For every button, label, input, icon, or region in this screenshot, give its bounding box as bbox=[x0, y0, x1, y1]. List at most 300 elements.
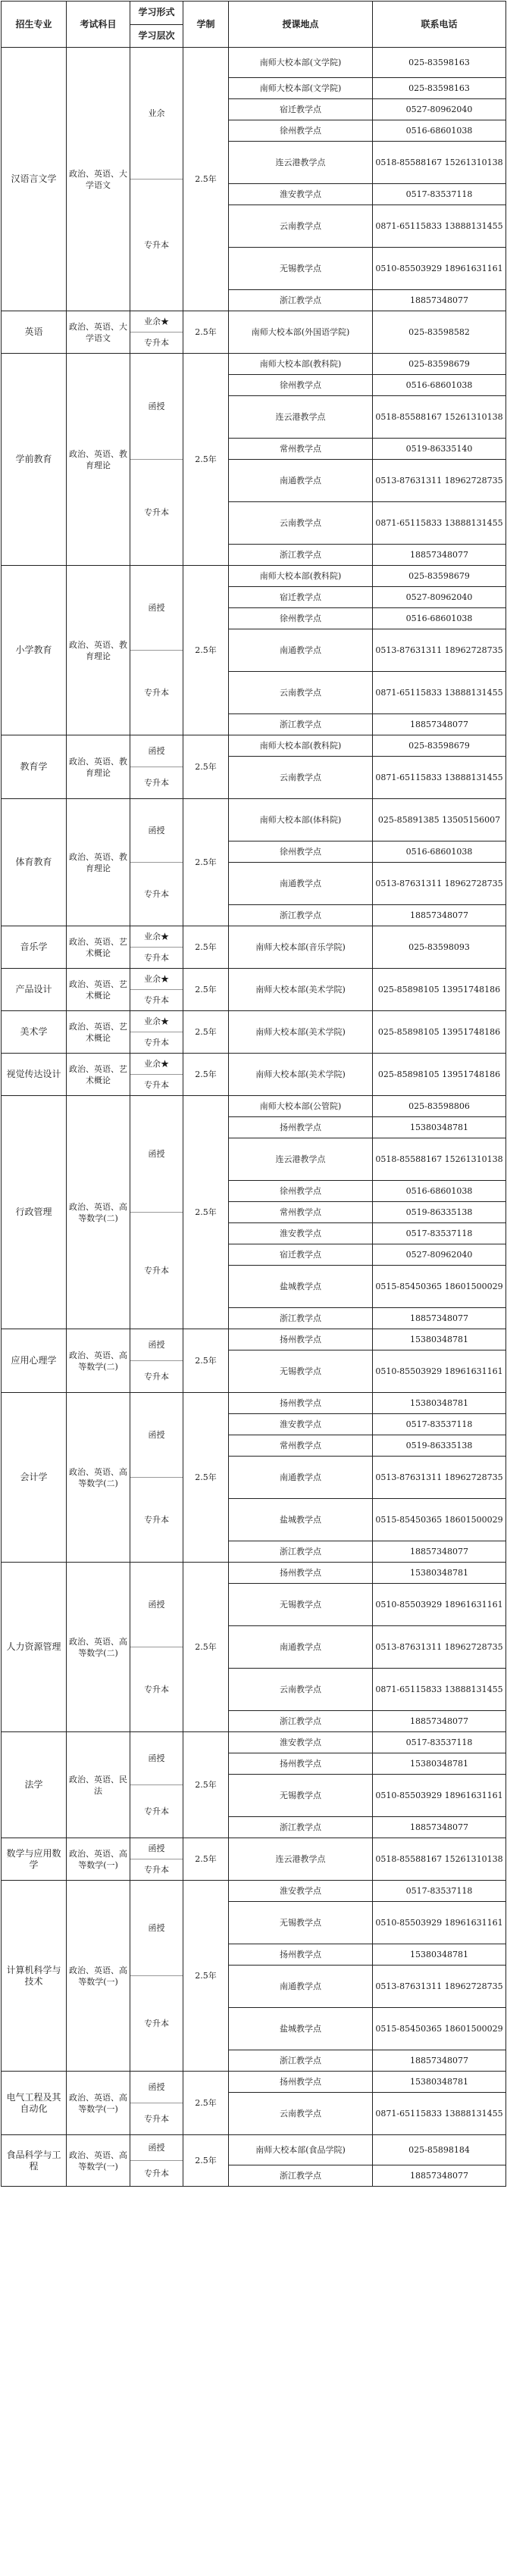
site-cell: 宿迁教学点 bbox=[229, 587, 373, 608]
phone-cell: 0871-65115833 13888131455 bbox=[373, 1669, 506, 1711]
site-cell: 云南教学点 bbox=[229, 205, 373, 248]
phone-cell: 15380348781 bbox=[373, 1563, 506, 1584]
site-cell: 南师大校本部(教科院) bbox=[229, 354, 373, 375]
mode-level-cell bbox=[130, 1838, 183, 1881]
major-cell: 法学 bbox=[2, 1732, 67, 1838]
site-cell: 浙江教学点 bbox=[229, 1541, 373, 1563]
phone-cell: 025-83598163 bbox=[373, 48, 506, 78]
phone-cell: 18857348077 bbox=[373, 1817, 506, 1838]
major-cell: 音乐学 bbox=[2, 926, 67, 969]
study-mode: 业余★ bbox=[130, 926, 183, 948]
study-mode: 函授 bbox=[130, 1329, 183, 1361]
study-level: 专升本 bbox=[144, 778, 169, 788]
subjects-cell: 政治、英语、教育理论 bbox=[67, 799, 130, 926]
site-cell: 无锡教学点 bbox=[229, 1775, 373, 1817]
major-cell: 行政管理 bbox=[2, 1096, 67, 1329]
phone-cell: 18857348077 bbox=[373, 1541, 506, 1563]
major-cell: 学前教育 bbox=[2, 354, 67, 566]
phone-cell: 0513-87631311 18962728735 bbox=[373, 629, 506, 672]
study-mode: 函授 bbox=[130, 566, 183, 651]
mode-level-stack bbox=[130, 926, 183, 968]
study-level: 专升本 bbox=[144, 1266, 169, 1276]
site-cell: 南通教学点 bbox=[229, 1457, 373, 1499]
phone-cell: 0518-85588167 15261310138 bbox=[373, 396, 506, 439]
phone-cell: 18857348077 bbox=[373, 545, 506, 566]
phone-cell: 0527-80962040 bbox=[373, 1244, 506, 1266]
table-row bbox=[2, 926, 506, 969]
header-mode: 学习形式 bbox=[130, 2, 183, 25]
site-cell: 南师大校本部(音乐学院) bbox=[229, 926, 373, 969]
study-level: 专升本 bbox=[144, 889, 169, 899]
site-cell: 南师大校本部(公管院) bbox=[229, 1096, 373, 1117]
site-cell: 浙江教学点 bbox=[229, 2165, 373, 2187]
major-cell: 应用心理学 bbox=[2, 1329, 67, 1393]
mode-level-cell bbox=[130, 926, 183, 969]
site-cell: 徐州教学点 bbox=[229, 375, 373, 396]
site-cell: 浙江教学点 bbox=[229, 714, 373, 735]
phone-cell: 0519-86335140 bbox=[373, 439, 506, 460]
study-mode: 函授 bbox=[130, 735, 183, 767]
table-row bbox=[2, 799, 506, 841]
study-level: 专升本 bbox=[144, 2169, 169, 2178]
phone-cell: 18857348077 bbox=[373, 905, 506, 926]
subjects-cell: 政治、英语、艺术概论 bbox=[67, 969, 130, 1011]
site-cell: 无锡教学点 bbox=[229, 1902, 373, 1944]
mode-level-cell bbox=[130, 2072, 183, 2135]
subjects-cell: 政治、英语、艺术概论 bbox=[67, 1054, 130, 1096]
subjects-cell: 政治、英语、艺术概论 bbox=[67, 1011, 130, 1054]
site-cell: 南师大校本部(美术学院) bbox=[229, 969, 373, 1011]
major-cell: 汉语言文学 bbox=[2, 48, 67, 311]
subjects-cell: 政治、英语、高等数学(一) bbox=[67, 2072, 130, 2135]
phone-cell: 025-83598163 bbox=[373, 78, 506, 99]
table-row bbox=[2, 1838, 506, 1881]
table-body bbox=[2, 48, 506, 2187]
years-cell: 2.5年 bbox=[183, 1054, 229, 1096]
site-cell: 淮安教学点 bbox=[229, 1223, 373, 1244]
study-mode: 函授 bbox=[130, 1838, 183, 1859]
years-cell: 2.5年 bbox=[183, 1881, 229, 2072]
study-mode: 函授 bbox=[130, 1563, 183, 1647]
phone-cell: 0517-83537118 bbox=[373, 1732, 506, 1753]
study-level: 专升本 bbox=[144, 240, 169, 250]
study-level: 专升本 bbox=[144, 1515, 169, 1525]
subjects-cell: 政治、英语、民法 bbox=[67, 1732, 130, 1838]
phone-cell: 025-85898105 13951748186 bbox=[373, 1054, 506, 1096]
years-cell: 2.5年 bbox=[183, 1393, 229, 1563]
table-row bbox=[2, 354, 506, 375]
years-cell: 2.5年 bbox=[183, 354, 229, 566]
major-cell: 英语 bbox=[2, 311, 67, 354]
subjects-cell: 政治、英语、高等数学(一) bbox=[67, 1838, 130, 1881]
table-row bbox=[2, 48, 506, 78]
mode-level-stack bbox=[130, 1881, 183, 2071]
major-cell: 体育教育 bbox=[2, 799, 67, 926]
mode-level-stack bbox=[130, 1054, 183, 1095]
study-level: 专升本 bbox=[144, 688, 169, 698]
major-cell: 会计学 bbox=[2, 1393, 67, 1563]
site-cell: 盐城教学点 bbox=[229, 2008, 373, 2050]
phone-cell: 025-83598093 bbox=[373, 926, 506, 969]
study-level: 专升本 bbox=[144, 995, 169, 1005]
mode-level-cell bbox=[130, 969, 183, 1011]
phone-cell: 0517-83537118 bbox=[373, 1223, 506, 1244]
table-row bbox=[2, 1054, 506, 1096]
phone-cell: 025-83598582 bbox=[373, 311, 506, 354]
phone-cell: 18857348077 bbox=[373, 1308, 506, 1329]
header-phone: 联系电话 bbox=[373, 2, 506, 48]
phone-cell: 0871-65115833 13888131455 bbox=[373, 2093, 506, 2135]
mode-level-cell bbox=[130, 1732, 183, 1838]
phone-cell: 0510-85503929 18961631161 bbox=[373, 248, 506, 290]
phone-cell: 025-83598679 bbox=[373, 354, 506, 375]
subjects-cell: 政治、英语、教育理论 bbox=[67, 735, 130, 799]
mode-level-cell bbox=[130, 1096, 183, 1329]
mode-level-stack bbox=[130, 354, 183, 565]
site-cell: 宿迁教学点 bbox=[229, 99, 373, 120]
header-mode-level bbox=[130, 2, 183, 48]
site-cell: 南通教学点 bbox=[229, 1626, 373, 1669]
table-row bbox=[2, 1329, 506, 1350]
study-level: 专升本 bbox=[144, 1806, 169, 1816]
phone-cell: 0527-80962040 bbox=[373, 587, 506, 608]
phone-cell: 0510-85503929 18961631161 bbox=[373, 1775, 506, 1817]
study-level: 专升本 bbox=[144, 338, 169, 348]
subjects-cell: 政治、英语、大学语文 bbox=[67, 48, 130, 311]
subjects-cell: 政治、英语、艺术概论 bbox=[67, 926, 130, 969]
mode-level-cell bbox=[130, 1563, 183, 1732]
site-cell: 徐州教学点 bbox=[229, 1181, 373, 1202]
site-cell: 扬州教学点 bbox=[229, 1117, 373, 1138]
site-cell: 无锡教学点 bbox=[229, 248, 373, 290]
phone-cell: 025-83598679 bbox=[373, 566, 506, 587]
site-cell: 浙江教学点 bbox=[229, 1817, 373, 1838]
site-cell: 盐城教学点 bbox=[229, 1266, 373, 1308]
header-years: 学制 bbox=[183, 2, 229, 48]
mode-level-cell bbox=[130, 799, 183, 926]
years-cell: 2.5年 bbox=[183, 735, 229, 799]
study-mode: 函授 bbox=[130, 799, 183, 863]
phone-cell: 15380348781 bbox=[373, 1944, 506, 1966]
mode-level-stack bbox=[130, 2072, 183, 2134]
table-row bbox=[2, 1011, 506, 1054]
major-cell: 教育学 bbox=[2, 735, 67, 799]
phone-cell: 0519-86335138 bbox=[373, 1202, 506, 1223]
site-cell: 南师大校本部(外国语学院) bbox=[229, 311, 373, 354]
enrollment-table bbox=[1, 1, 506, 2187]
years-cell: 2.5年 bbox=[183, 311, 229, 354]
phone-cell: 0527-80962040 bbox=[373, 99, 506, 120]
site-cell: 南通教学点 bbox=[229, 460, 373, 502]
phone-cell: 18857348077 bbox=[373, 290, 506, 311]
site-cell: 淮安教学点 bbox=[229, 184, 373, 205]
site-cell: 扬州教学点 bbox=[229, 2072, 373, 2093]
mode-level-cell bbox=[130, 48, 183, 311]
mode-level-cell bbox=[130, 735, 183, 799]
header-site: 授课地点 bbox=[229, 2, 373, 48]
years-cell: 2.5年 bbox=[183, 1838, 229, 1881]
site-cell: 南师大校本部(食品学院) bbox=[229, 2135, 373, 2165]
major-cell: 人力资源管理 bbox=[2, 1563, 67, 1732]
study-mode: 业余★ bbox=[130, 311, 183, 333]
site-cell: 淮安教学点 bbox=[229, 1881, 373, 1902]
phone-cell: 025-83598806 bbox=[373, 1096, 506, 1117]
years-cell: 2.5年 bbox=[183, 1329, 229, 1393]
site-cell: 扬州教学点 bbox=[229, 1393, 373, 1414]
phone-cell: 025-85898184 bbox=[373, 2135, 506, 2165]
years-cell: 2.5年 bbox=[183, 799, 229, 926]
major-cell: 食品科学与工程 bbox=[2, 2135, 67, 2187]
major-cell: 小学教育 bbox=[2, 566, 67, 735]
table-row bbox=[2, 311, 506, 354]
site-cell: 无锡教学点 bbox=[229, 1350, 373, 1393]
subjects-cell: 政治、英语、高等数学(二) bbox=[67, 1329, 130, 1393]
subjects-cell: 政治、英语、高等数学(二) bbox=[67, 1096, 130, 1329]
mode-level-stack bbox=[130, 311, 183, 353]
site-cell: 扬州教学点 bbox=[229, 1753, 373, 1775]
phone-cell: 15380348781 bbox=[373, 1329, 506, 1350]
subjects-cell: 政治、英语、大学语文 bbox=[67, 311, 130, 354]
major-cell: 美术学 bbox=[2, 1011, 67, 1054]
mode-level-cell bbox=[130, 2135, 183, 2187]
phone-cell: 15380348781 bbox=[373, 1117, 506, 1138]
site-cell: 浙江教学点 bbox=[229, 2050, 373, 2072]
mode-level-cell bbox=[130, 1011, 183, 1054]
site-cell: 扬州教学点 bbox=[229, 1944, 373, 1966]
phone-cell: 0516-68601038 bbox=[373, 120, 506, 142]
header-subjects: 考试科目 bbox=[67, 2, 130, 48]
site-cell: 淮安教学点 bbox=[229, 1732, 373, 1753]
mode-level-cell bbox=[130, 1881, 183, 2072]
subjects-cell: 政治、英语、高等数学(一) bbox=[67, 1881, 130, 2072]
years-cell: 2.5年 bbox=[183, 566, 229, 735]
header-level: 学习层次 bbox=[138, 30, 175, 41]
header-major: 招生专业 bbox=[2, 2, 67, 48]
phone-cell: 0871-65115833 13888131455 bbox=[373, 757, 506, 799]
site-cell: 连云港教学点 bbox=[229, 396, 373, 439]
phone-cell: 0513-87631311 18962728735 bbox=[373, 1626, 506, 1669]
phone-cell: 025-85898105 13951748186 bbox=[373, 969, 506, 1011]
site-cell: 云南教学点 bbox=[229, 672, 373, 714]
study-level: 专升本 bbox=[144, 1865, 169, 1875]
site-cell: 南师大校本部(美术学院) bbox=[229, 1054, 373, 1096]
study-mode: 函授 bbox=[130, 1096, 183, 1213]
years-cell: 2.5年 bbox=[183, 1563, 229, 1732]
study-level: 专升本 bbox=[144, 953, 169, 963]
phone-cell: 0517-83537118 bbox=[373, 184, 506, 205]
phone-cell: 18857348077 bbox=[373, 714, 506, 735]
site-cell: 扬州教学点 bbox=[229, 1329, 373, 1350]
site-cell: 淮安教学点 bbox=[229, 1414, 373, 1435]
site-cell: 扬州教学点 bbox=[229, 1563, 373, 1584]
site-cell: 无锡教学点 bbox=[229, 1584, 373, 1626]
site-cell: 云南教学点 bbox=[229, 502, 373, 545]
mode-level-cell bbox=[130, 311, 183, 354]
years-cell: 2.5年 bbox=[183, 48, 229, 311]
table-row bbox=[2, 1096, 506, 1117]
mode-level-cell bbox=[130, 566, 183, 735]
table-row bbox=[2, 1732, 506, 1753]
subjects-cell: 政治、英语、教育理论 bbox=[67, 354, 130, 566]
phone-cell: 0517-83537118 bbox=[373, 1414, 506, 1435]
phone-cell: 0516-68601038 bbox=[373, 375, 506, 396]
site-cell: 连云港教学点 bbox=[229, 1838, 373, 1881]
subjects-cell: 政治、英语、高等数学(一) bbox=[67, 2135, 130, 2187]
mode-level-cell bbox=[130, 1054, 183, 1096]
phone-cell: 025-85898105 13951748186 bbox=[373, 1011, 506, 1054]
phone-cell: 0513-87631311 18962728735 bbox=[373, 460, 506, 502]
phone-cell: 18857348077 bbox=[373, 1711, 506, 1732]
phone-cell: 0517-83537118 bbox=[373, 1881, 506, 1902]
site-cell: 南师大校本部(教科院) bbox=[229, 566, 373, 587]
header-row bbox=[2, 2, 506, 48]
major-cell: 数学与应用数学 bbox=[2, 1838, 67, 1881]
phone-cell: 0518-85588167 15261310138 bbox=[373, 142, 506, 184]
mode-level-cell bbox=[130, 1393, 183, 1563]
site-cell: 浙江教学点 bbox=[229, 1711, 373, 1732]
mode-level-stack bbox=[130, 1563, 183, 1731]
study-mode: 函授 bbox=[130, 2135, 183, 2161]
mode-level-stack bbox=[130, 1838, 183, 1880]
mode-level-stack bbox=[130, 48, 183, 311]
phone-cell: 025-83598679 bbox=[373, 735, 506, 757]
years-cell: 2.5年 bbox=[183, 926, 229, 969]
mode-level-cell bbox=[130, 354, 183, 566]
site-cell: 徐州教学点 bbox=[229, 608, 373, 629]
study-mode: 函授 bbox=[130, 1732, 183, 1785]
phone-cell: 0513-87631311 18962728735 bbox=[373, 863, 506, 905]
years-cell: 2.5年 bbox=[183, 2072, 229, 2135]
site-cell: 宿迁教学点 bbox=[229, 1244, 373, 1266]
phone-cell: 18857348077 bbox=[373, 2050, 506, 2072]
years-cell: 2.5年 bbox=[183, 1096, 229, 1329]
study-mode: 函授 bbox=[130, 1881, 183, 1976]
site-cell: 连云港教学点 bbox=[229, 142, 373, 184]
phone-cell: 0510-85503929 18961631161 bbox=[373, 1902, 506, 1944]
site-cell: 南师大校本部(教科院) bbox=[229, 735, 373, 757]
years-cell: 2.5年 bbox=[183, 969, 229, 1011]
mode-level-stack bbox=[130, 969, 183, 1010]
major-cell: 电气工程及其自动化 bbox=[2, 2072, 67, 2135]
mode-level-stack bbox=[130, 566, 183, 735]
phone-cell: 0516-68601038 bbox=[373, 608, 506, 629]
mode-level-cell bbox=[130, 1329, 183, 1393]
site-cell: 南师大校本部(文学院) bbox=[229, 48, 373, 78]
phone-cell: 0513-87631311 18962728735 bbox=[373, 1457, 506, 1499]
mode-level-stack bbox=[130, 1011, 183, 1053]
site-cell: 徐州教学点 bbox=[229, 841, 373, 863]
phone-cell: 025-85891385 13505156007 bbox=[373, 799, 506, 841]
study-level: 专升本 bbox=[144, 1372, 169, 1382]
study-mode: 业余★ bbox=[130, 1054, 183, 1075]
phone-cell: 0518-85588167 15261310138 bbox=[373, 1838, 506, 1881]
study-level: 专升本 bbox=[144, 2019, 169, 2028]
study-mode: 函授 bbox=[130, 1393, 183, 1478]
phone-cell: 0510-85503929 18961631161 bbox=[373, 1350, 506, 1393]
phone-cell: 0518-85588167 15261310138 bbox=[373, 1138, 506, 1181]
table-row bbox=[2, 1881, 506, 1902]
site-cell: 连云港教学点 bbox=[229, 1138, 373, 1181]
study-mode: 业余★ bbox=[130, 969, 183, 990]
study-level: 专升本 bbox=[144, 1685, 169, 1694]
phone-cell: 0515-85450365 18601500029 bbox=[373, 1266, 506, 1308]
study-mode: 业余★ bbox=[130, 1011, 183, 1032]
study-level: 专升本 bbox=[144, 1038, 169, 1048]
site-cell: 云南教学点 bbox=[229, 757, 373, 799]
phone-cell: 0516-68601038 bbox=[373, 1181, 506, 1202]
site-cell: 浙江教学点 bbox=[229, 1308, 373, 1329]
table-row bbox=[2, 566, 506, 587]
subjects-cell: 政治、英语、高等数学(二) bbox=[67, 1563, 130, 1732]
phone-cell: 0871-65115833 13888131455 bbox=[373, 205, 506, 248]
site-cell: 盐城教学点 bbox=[229, 1499, 373, 1541]
mode-level-stack bbox=[130, 799, 183, 926]
major-cell: 产品设计 bbox=[2, 969, 67, 1011]
site-cell: 南通教学点 bbox=[229, 863, 373, 905]
site-cell: 常州教学点 bbox=[229, 1202, 373, 1223]
study-mode: 函授 bbox=[130, 354, 183, 460]
site-cell: 常州教学点 bbox=[229, 1435, 373, 1457]
table-row bbox=[2, 1563, 506, 1584]
phone-cell: 0515-85450365 18601500029 bbox=[373, 2008, 506, 2050]
table-row bbox=[2, 1393, 506, 1414]
mode-level-stack bbox=[130, 1732, 183, 1838]
years-cell: 2.5年 bbox=[183, 1732, 229, 1838]
table-row bbox=[2, 2135, 506, 2165]
phone-cell: 18857348077 bbox=[373, 2165, 506, 2187]
site-cell: 浙江教学点 bbox=[229, 905, 373, 926]
site-cell: 南师大校本部(文学院) bbox=[229, 78, 373, 99]
phone-cell: 15380348781 bbox=[373, 2072, 506, 2093]
years-cell: 2.5年 bbox=[183, 2135, 229, 2187]
site-cell: 徐州教学点 bbox=[229, 120, 373, 142]
study-level: 专升本 bbox=[144, 2114, 169, 2124]
major-cell: 视觉传达设计 bbox=[2, 1054, 67, 1096]
mode-level-stack bbox=[130, 1096, 183, 1329]
study-level: 专升本 bbox=[144, 507, 169, 517]
phone-cell: 15380348781 bbox=[373, 1753, 506, 1775]
mode-level-stack bbox=[130, 1393, 183, 1562]
site-cell: 云南教学点 bbox=[229, 1669, 373, 1711]
subjects-cell: 政治、英语、教育理论 bbox=[67, 566, 130, 735]
phone-cell: 0513-87631311 18962728735 bbox=[373, 1966, 506, 2008]
major-cell: 计算机科学与技术 bbox=[2, 1881, 67, 2072]
site-cell: 南师大校本部(体科院) bbox=[229, 799, 373, 841]
site-cell: 南师大校本部(美术学院) bbox=[229, 1011, 373, 1054]
site-cell: 常州教学点 bbox=[229, 439, 373, 460]
study-mode: 函授 bbox=[130, 2072, 183, 2103]
phone-cell: 0519-86335138 bbox=[373, 1435, 506, 1457]
phone-cell: 0871-65115833 13888131455 bbox=[373, 672, 506, 714]
mode-level-stack bbox=[130, 735, 183, 798]
site-cell: 浙江教学点 bbox=[229, 545, 373, 566]
study-level: 专升本 bbox=[144, 1080, 169, 1090]
subjects-cell: 政治、英语、高等数学(二) bbox=[67, 1393, 130, 1563]
years-cell: 2.5年 bbox=[183, 1011, 229, 1054]
site-cell: 南通教学点 bbox=[229, 1966, 373, 2008]
site-cell: 南通教学点 bbox=[229, 629, 373, 672]
phone-cell: 15380348781 bbox=[373, 1393, 506, 1414]
phone-cell: 0515-85450365 18601500029 bbox=[373, 1499, 506, 1541]
table-row bbox=[2, 969, 506, 1011]
table-row bbox=[2, 2072, 506, 2093]
phone-cell: 0510-85503929 18961631161 bbox=[373, 1584, 506, 1626]
phone-cell: 0871-65115833 13888131455 bbox=[373, 502, 506, 545]
mode-level-stack bbox=[130, 2135, 183, 2186]
phone-cell: 0516-68601038 bbox=[373, 841, 506, 863]
table-row bbox=[2, 735, 506, 757]
mode-level-stack bbox=[130, 1329, 183, 1392]
